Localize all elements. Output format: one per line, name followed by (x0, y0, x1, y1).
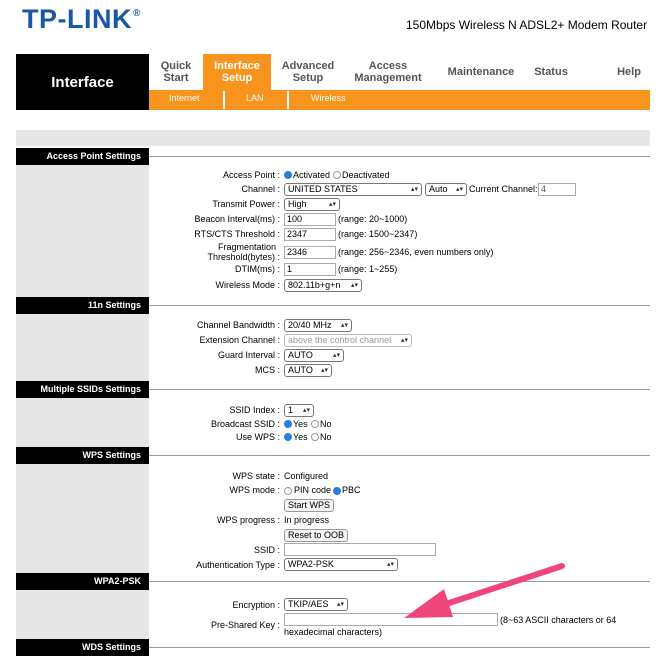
use-wps-label: Use WPS : (235, 432, 280, 442)
section-wds-settings: WDS Settings (16, 639, 149, 656)
nav-label: Quick (160, 60, 192, 72)
nav-label: Interface (214, 60, 260, 72)
wps-pin-label: PIN code (294, 485, 332, 495)
nav-interface-setup[interactable] (203, 54, 271, 90)
channel-bandwidth-label: Channel Bandwidth : (196, 320, 280, 330)
beacon-interval-label: Beacon Interval(ms) : (194, 214, 280, 224)
ssid-index-value: 1 (288, 405, 294, 415)
nav-access-management[interactable] (349, 54, 427, 90)
guard-interval-select[interactable] (284, 349, 344, 362)
nav-label: Maintenance (447, 66, 515, 78)
mcs-select[interactable] (284, 364, 332, 377)
fragmentation-range-hint: (range: 256~2346, even numbers only) (338, 247, 494, 257)
channel-mode-select[interactable] (425, 183, 467, 196)
start-wps-button[interactable]: Start WPS (284, 499, 334, 512)
nav-label: Advanced (281, 60, 335, 72)
transmit-power-value: High (288, 199, 307, 209)
nav-label: Help (617, 66, 641, 78)
nav-status[interactable] (528, 54, 574, 90)
nav-maintenance[interactable] (441, 54, 521, 90)
wireless-mode-value: 802.11b+g+n (288, 280, 341, 290)
wps-state-value: Configured (284, 471, 329, 481)
use-wps-yes-label: Yes (293, 432, 308, 442)
extension-channel-select (284, 334, 412, 347)
chevron-updown-icon: ▴▾ (320, 367, 328, 374)
section-rule (149, 156, 650, 157)
beacon-range-hint: (range: 20~1000) (338, 214, 408, 224)
chevron-updown-icon: ▴▾ (410, 186, 418, 193)
use-wps-yes-radio[interactable] (284, 433, 292, 441)
subnav-internet[interactable]: Internet (169, 93, 200, 103)
activated-label: Activated (293, 170, 331, 180)
transmit-power-select[interactable] (284, 198, 340, 211)
wps-pbc-radio[interactable] (333, 487, 341, 495)
pre-shared-key-input[interactable] (284, 613, 498, 626)
encryption-value: TKIP/AES (288, 599, 329, 609)
nav-quick-start[interactable] (149, 54, 203, 90)
subnav-divider (287, 91, 289, 109)
subnav-lan[interactable]: LAN (246, 93, 264, 103)
nav-label: Status (534, 66, 568, 78)
section-rule (149, 581, 650, 582)
authentication-type-label: Authentication Type : (196, 560, 280, 570)
section-rule (149, 647, 650, 648)
current-channel-label: Current Channel: (469, 184, 538, 194)
section-access-point-settings: Access Point Settings (16, 148, 149, 165)
transmit-power-label: Transmit Power : (212, 199, 280, 209)
product-name: 150Mbps Wireless N ADSL2+ Modem Router (406, 18, 648, 32)
pre-shared-key-hint-2: hexadecimal characters) (284, 627, 383, 637)
broadcast-yes-radio[interactable] (284, 420, 292, 428)
section-rule (149, 305, 650, 306)
tp-link-logo (22, 4, 141, 35)
chevron-updown-icon: ▴▾ (340, 322, 348, 329)
encryption-label: Encryption : (232, 600, 280, 610)
fragmentation-input[interactable]: 2346 (284, 246, 336, 259)
pre-shared-key-label: Pre-Shared Key : (210, 620, 280, 630)
section-multiple-ssids: Multiple SSIDs Settings (16, 381, 149, 398)
channel-select[interactable] (284, 183, 422, 196)
use-wps-no-radio[interactable] (311, 433, 319, 441)
broadcast-ssid-label: Broadcast SSID : (210, 419, 280, 429)
rts-threshold-input[interactable]: 2347 (284, 228, 336, 241)
current-section-title: Interface (16, 54, 149, 110)
current-channel-field: 4 (538, 183, 576, 196)
fragmentation-label-2: Threshold(bytes) : (207, 252, 280, 262)
nav-help[interactable] (608, 54, 650, 90)
nav-label: Access (368, 60, 408, 72)
broadcast-no-label: No (320, 419, 332, 429)
channel-mode-value: Auto (429, 184, 448, 194)
subnav-wireless[interactable]: Wireless (311, 93, 346, 103)
chevron-updown-icon: ▴▾ (336, 601, 344, 608)
guard-interval-label: Guard Interval : (217, 350, 280, 360)
wps-mode-label: WPS mode : (229, 485, 280, 495)
mcs-value: AUTO (288, 365, 313, 375)
chevron-updown-icon: ▴▾ (302, 407, 310, 414)
wps-progress-value: In progress (284, 515, 330, 525)
wps-pbc-label: PBC (342, 485, 361, 495)
nav-advanced-setup[interactable] (273, 54, 343, 90)
dtim-label: DTIM(ms) : (235, 264, 280, 274)
section-wpa2-psk: WPA2-PSK (16, 573, 149, 590)
broadcast-yes-label: Yes (293, 419, 308, 429)
wireless-mode-label: Wireless Mode : (215, 280, 280, 290)
wps-progress-label: WPS progress : (216, 515, 280, 525)
section-rule (149, 389, 650, 390)
section-wps-settings: WPS Settings (16, 447, 149, 464)
mcs-label: MCS : (254, 365, 280, 375)
use-wps-no-label: No (320, 432, 332, 442)
section-11n-settings: 11n Settings (16, 297, 149, 314)
channel-value: UNITED STATES (288, 184, 358, 194)
ssid-label: SSID : (253, 545, 280, 555)
ssid-index-select[interactable] (284, 404, 314, 417)
dtim-input[interactable]: 1 (284, 263, 336, 276)
pre-shared-key-hint: (8~63 ASCII characters or 64 (500, 615, 617, 625)
dtim-range-hint: (range: 1~255) (338, 264, 398, 274)
rts-threshold-label: RTS/CTS Threshold : (194, 229, 280, 239)
deactivated-radio[interactable] (333, 171, 341, 179)
rts-range-hint: (range: 1500~2347) (338, 229, 418, 239)
authentication-type-select[interactable] (284, 558, 398, 571)
extension-channel-label: Extension Channel : (199, 335, 280, 345)
nav-label: Setup (292, 72, 324, 84)
authentication-type-value: WPA2-PSK (288, 559, 334, 569)
channel-bandwidth-select[interactable] (284, 319, 352, 332)
section-sidebar (16, 590, 149, 639)
chevron-updown-icon: ▴▾ (350, 282, 358, 289)
subnav-divider (223, 91, 225, 109)
deactivated-label: Deactivated (342, 170, 390, 180)
brand-name: TP-LINK (22, 4, 132, 34)
nav-label: Start (163, 72, 189, 84)
extension-channel-value: above the control channel (288, 335, 392, 345)
access-point-label: Access Point : (222, 170, 280, 180)
wireless-mode-select[interactable] (284, 279, 362, 292)
ssid-index-label: SSID Index : (229, 405, 280, 415)
nav-label: Management (354, 72, 422, 84)
registered-mark: ® (132, 8, 141, 19)
channel-bandwidth-value: 20/40 MHz (288, 320, 332, 330)
reset-to-oob-button[interactable]: Reset to OOB (284, 529, 348, 542)
broadcast-no-radio[interactable] (311, 420, 319, 428)
fragmentation-label: Fragmentation (217, 242, 276, 252)
chevron-updown-icon: ▴▾ (455, 186, 463, 193)
chevron-updown-icon: ▴▾ (328, 201, 336, 208)
beacon-interval-input[interactable]: 100 (284, 213, 336, 226)
nav-label: Setup (221, 72, 253, 84)
chevron-updown-icon: ▴▾ (332, 352, 340, 359)
encryption-select[interactable] (284, 598, 348, 611)
activated-radio[interactable] (284, 171, 292, 179)
wps-pin-radio[interactable] (284, 487, 292, 495)
section-rule (149, 455, 650, 456)
guard-interval-value: AUTO (288, 350, 313, 360)
gray-band (16, 130, 650, 146)
chevron-updown-icon: ▴▾ (386, 561, 394, 568)
ssid-input[interactable] (284, 543, 436, 556)
wps-state-label: WPS state : (232, 471, 280, 481)
chevron-updown-icon: ▴▾ (400, 337, 408, 344)
channel-label: Channel : (241, 184, 280, 194)
